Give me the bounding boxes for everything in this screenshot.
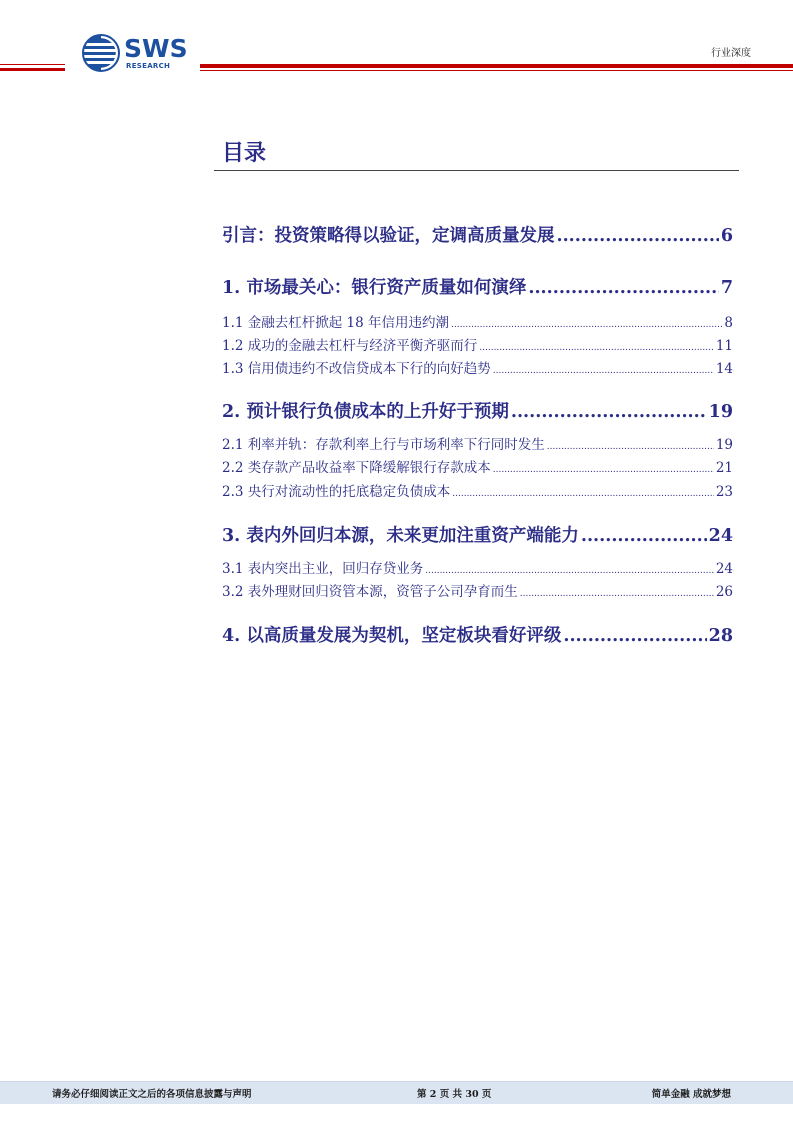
toc-entry-title: 2.2 类存款产品收益率下降缓解银行存款成本 [222,460,491,476]
report-type-label: 行业深度 [711,48,751,59]
toc-dot-leader [581,526,707,546]
header-rule [0,68,65,71]
page-footer [0,1081,793,1104]
toc-entry-title: 2.3 央行对流动性的托底稳定负债成本 [222,484,451,500]
toc-entry-title: 1.1 金融去杠杆掀起 18 年信用违约潮 [222,315,450,331]
toc-entry-title: 1. 市场最关心：银行资产质量如何演绎 [222,278,527,298]
toc-title-divider [214,170,739,171]
logo-subtext: RESEARCH [126,62,171,70]
logo-text: SWS [124,34,188,63]
toc-entry[interactable] [222,222,733,247]
toc-entry[interactable] [222,456,733,476]
toc-entry-page: 24 [715,561,733,577]
toc-entry-title: 2. 预计银行负债成本的上升好于预期 [222,402,509,422]
toc-entry-page: 7 [720,278,733,298]
toc-entry[interactable] [222,398,733,423]
toc-entry-title: 引言：投资策略得以验证，定调高质量发展 [222,226,555,246]
header-rule [200,70,793,71]
toc-entry-title: 4. 以高质量发展为契机，坚定板块看好评级 [222,626,562,646]
toc-entry-page: 26 [715,584,733,600]
toc-entry-page: 6 [720,226,733,246]
toc-entry-title: 1.3 信用债违约不改信贷成本下行的向好趋势 [222,361,491,377]
toc-dot-leader [452,489,714,499]
toc-dot-leader [511,402,707,422]
toc-title: 目录 [222,140,267,166]
toc-entry[interactable] [222,557,733,577]
toc-entry[interactable] [222,580,733,600]
toc-entry-page: 14 [715,361,733,377]
toc-entry-page: 8 [724,315,733,331]
toc-entry-page: 21 [715,460,733,476]
toc-dot-leader [547,442,714,452]
toc-entry[interactable] [222,334,733,354]
toc-entry[interactable] [222,433,733,453]
toc-entry-title: 2.1 利率并轨：存款利率上行与市场利率下行同时发生 [222,437,545,453]
toc-entry-title: 3.2 表外理财回归资管本源，资管子公司孕育而生 [222,584,518,600]
toc-dot-leader [557,226,719,246]
toc-entry-page: 19 [708,402,733,422]
sws-logo [82,34,192,74]
header-rule [0,64,65,65]
toc-dot-leader [493,366,714,376]
toc-entry[interactable] [222,480,733,500]
footer-disclaimer: 请务必仔细阅读正文之后的各项信息披露与声明 [52,1089,252,1100]
toc-dot-leader [451,320,722,330]
toc-dot-leader [479,343,714,353]
footer-page-number: 第 2 页 共 30 页 [417,1089,492,1100]
toc-entry-page: 28 [708,626,733,646]
toc-entry-page: 11 [715,338,733,354]
toc-dot-leader [493,465,714,475]
toc-entry-page: 19 [715,437,733,453]
sws-globe-icon [82,34,120,72]
toc-dot-leader [425,566,714,576]
toc-entry[interactable] [222,311,733,331]
toc-entry[interactable] [222,522,733,547]
toc-dot-leader [520,589,714,599]
toc-entry-page: 23 [715,484,733,500]
toc-entry-title: 3.1 表内突出主业，回归存贷业务 [222,561,424,577]
toc-entry-title: 3. 表内外回归本源，未来更加注重资产端能力 [222,526,579,546]
toc-entry-page: 24 [708,526,733,546]
footer-slogan: 简单金融 成就梦想 [651,1089,731,1100]
toc-entry-title: 1.2 成功的金融去杠杆与经济平衡齐驱而行 [222,338,478,354]
toc-entry[interactable] [222,357,733,377]
toc-entry[interactable] [222,622,733,647]
toc-dot-leader [528,278,718,298]
toc-entry[interactable] [222,274,733,299]
header-rule [200,64,793,68]
toc-dot-leader [563,626,706,646]
